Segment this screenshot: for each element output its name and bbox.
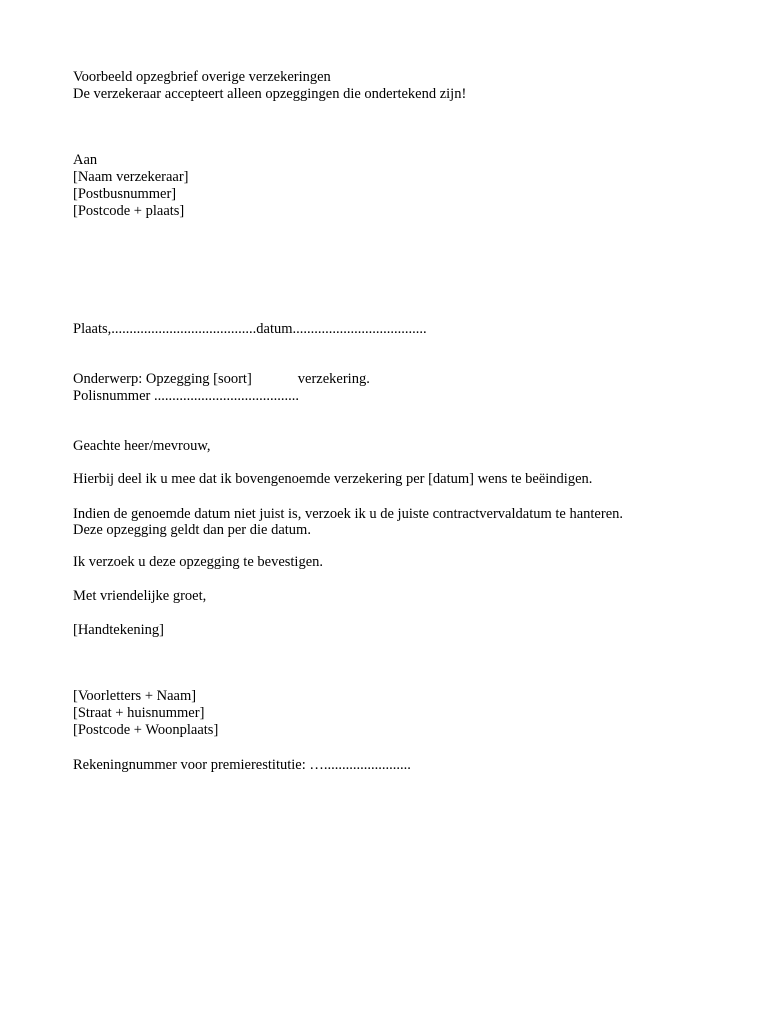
sender-street: [Straat + huisnummer]: [73, 705, 205, 721]
recipient-postbus: [Postbusnummer]: [73, 186, 177, 202]
document-title: Voorbeeld opzegbrief overige verzekeringen: [73, 69, 331, 85]
closing: Met vriendelijke groet,: [73, 588, 207, 604]
paragraph-date-line-2: Deze opzegging geldt dan per die datum.: [73, 522, 311, 538]
place-date-line: Plaats,........................................datum.....................................: [73, 321, 427, 337]
recipient-name: [Naam verzekeraar]: [73, 169, 189, 185]
sender-name: [Voorletters + Naam]: [73, 688, 197, 704]
account-number-line: Rekeningnummer voor premierestitutie: …........................: [73, 757, 411, 773]
paragraph-date-line-1: Indien de genoemde datum niet juist is, verzoek ik u de juiste contractvervaldatum te hanteren.: [73, 506, 624, 522]
policy-number-line: Polisnummer ........................................: [73, 388, 299, 404]
subject-prefix: Onderwerp: Opzegging [soort]: [73, 371, 252, 387]
recipient-label: Aan: [73, 152, 98, 168]
paragraph-confirmation: Ik verzoek u deze opzegging te bevestigen.: [73, 554, 324, 570]
salutation: Geachte heer/mevrouw,: [73, 438, 211, 454]
sender-postcode: [Postcode + Woonplaats]: [73, 722, 219, 738]
signature-placeholder: [Handtekening]: [73, 622, 164, 638]
subject-line: [73, 371, 370, 388]
subject-suffix: verzekering.: [297, 371, 370, 387]
signature-notice: De verzekeraar accepteert alleen opzeggingen die ondertekend zijn!: [73, 86, 467, 102]
recipient-postcode: [Postcode + plaats]: [73, 203, 185, 219]
paragraph-termination: Hierbij deel ik u mee dat ik bovengenoemde verzekering per [datum] wens te beëindigen.: [73, 471, 593, 487]
